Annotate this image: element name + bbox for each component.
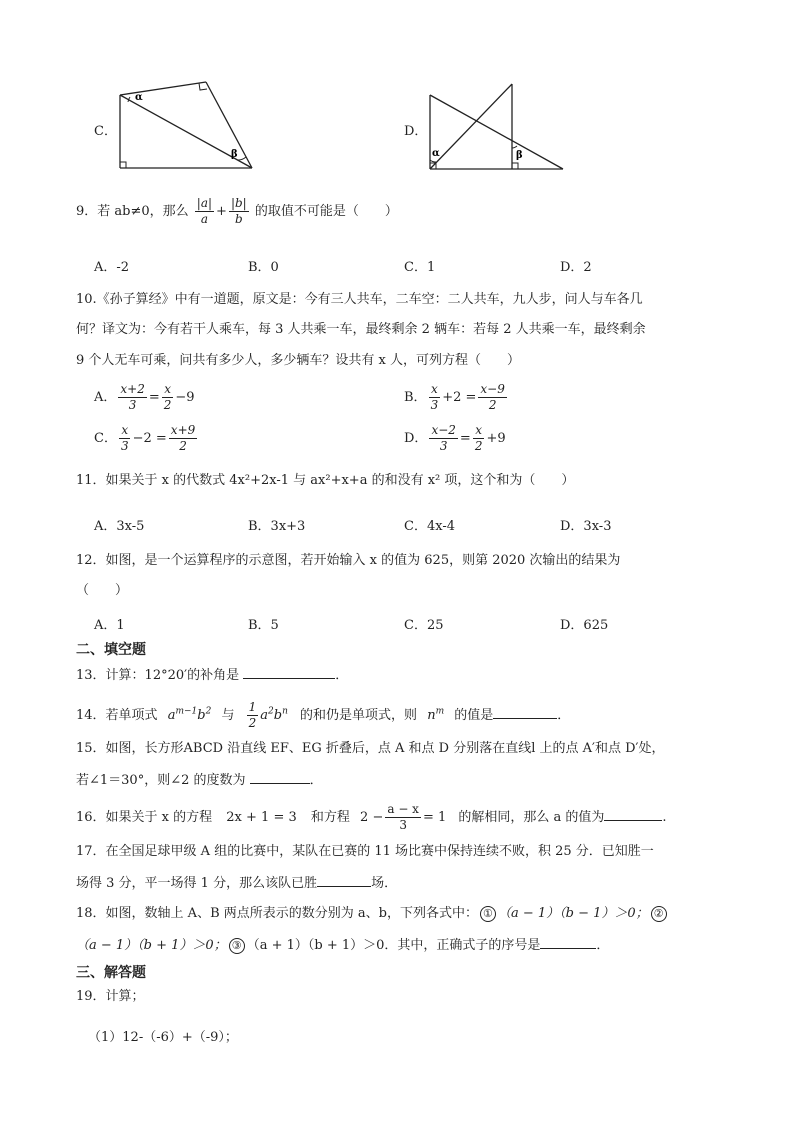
- q14-answer-blank[interactable]: [493, 706, 557, 719]
- question-10-line1: 10.《孙子算经》中有一道题，原文是：今有三人共车，二车空：二人共车，九人步，问人与车各几: [76, 292, 643, 307]
- section-fill-in-title: 二、填空题: [76, 642, 146, 658]
- q17-answer-blank[interactable]: [317, 874, 371, 887]
- question-11: 11．如果关于 x 的代数式 4x²+2x-1 与 ax²+x+a 的和没有 x² 项，这个和为（ ）: [76, 473, 575, 488]
- q11-option-d[interactable]: D．3x-3: [560, 519, 612, 534]
- question-17-line1: 17．在全国足球甲级 A 组的比赛中，某队在已赛的 11 场比赛中保持连续不败，积 25 分．已知胜一: [76, 844, 654, 859]
- q9-option-d[interactable]: D．2: [560, 260, 592, 275]
- q12-option-b[interactable]: B．5: [248, 618, 279, 633]
- figure-d: [420, 80, 570, 175]
- q16-answer-blank[interactable]: [604, 808, 662, 821]
- question-19-title: 19．计算；: [76, 989, 145, 1004]
- question-15-line1: 15．如图，长方形ABCD 沿直线 EF、EG 折叠后，点 A 和点 D 分别落在直线l 上的点 A′和点 D′处，: [76, 741, 665, 756]
- q15-answer-blank[interactable]: [250, 771, 310, 784]
- q13-answer-blank[interactable]: [243, 666, 335, 679]
- question-19-part1: （1）12-（-6）+（-9）；: [88, 1030, 238, 1045]
- section-answer-title: 三、解答题: [76, 965, 146, 981]
- q11-option-b[interactable]: B．3x+3: [248, 519, 306, 534]
- figure-c-beta: β: [231, 149, 238, 160]
- question-14: 14．若单项式 $a^{m-1}b^2$ 与 $\frac{1}{2}$ $a^2b^n$ 的和仍是单项式，则 $n^m$ 的值是 ．: [76, 700, 571, 730]
- q9-option-b[interactable]: B．0: [248, 260, 279, 275]
- q9-option-c[interactable]: C．1: [404, 260, 436, 275]
- question-17-line2: 场得 3 分，平一场得 1 分，那么该队已胜 场．: [76, 876, 398, 891]
- question-16: 16．如果关于 x 的方程 2x + 1 = 3 和方程 2 − $\frac{a - x}{3}$ = 1 的解相同，那么 a 的值为 .: [76, 802, 667, 832]
- q10-option-a[interactable]: A． $\frac{x+2}{3}$ = $\frac{x}{2}$ −9: [94, 382, 195, 412]
- option-d-label: D．: [404, 124, 428, 139]
- q11-option-c[interactable]: C．4x-4: [404, 519, 455, 534]
- q10-option-c[interactable]: C． $\frac{x}{3}$ −2 = $\frac{x+9}{2}$: [94, 423, 196, 453]
- figure-d-beta: β: [516, 150, 523, 161]
- figure-d-alpha: α: [432, 148, 440, 159]
- question-10-line2: 何？译文为：今有若干人乘车，每 3 人共乘一车，最终剩余 2 辆车：若每 2 人共乘一车，最终剩余: [76, 322, 646, 337]
- q9-option-a[interactable]: A．-2: [94, 260, 130, 275]
- question-18-line1: 18．如图，数轴上 A、B 两点所表示的数分别为 a、b，下列各式中： ① （a − 1）（b − 1）＞0； ②: [76, 906, 669, 922]
- q12-option-d[interactable]: D．625: [560, 618, 609, 633]
- figure-c: [110, 80, 260, 175]
- question-15-line2: 若∠1＝30°，则∠2 的度数为 ．: [76, 773, 323, 788]
- question-12-line2: （ ）: [76, 583, 129, 598]
- q11-option-a[interactable]: A．3x-5: [94, 519, 145, 534]
- question-9: 9．若 ab≠0，那么 $\frac{|a|}{a}$ + $\frac{|b|}{b}$ 的取值不可能是（ ）: [76, 196, 398, 226]
- figure-c-alpha: α: [135, 92, 143, 103]
- question-18-line2: （a − 1）（b + 1）＞0； ③ （a + 1）（b + 1）＞0．其中，正确式子的序号是 ．: [76, 938, 610, 953]
- q10-option-d[interactable]: D． $\frac{x-2}{3}$ = $\frac{x}{2}$ +9: [404, 423, 506, 453]
- q10-option-b[interactable]: B． $\frac{x}{3}$ +2 = $\frac{x-9}{2}$: [404, 382, 505, 412]
- q12-option-a[interactable]: A．1: [94, 618, 125, 633]
- question-12-line1: 12．如图，是一个运算程序的示意图，若开始输入 x 的值为 625，则第 2020 次输出的结果为: [76, 553, 621, 568]
- q18-answer-blank[interactable]: [540, 936, 596, 949]
- question-13: 13．计算：12°20′的补角是 ．: [76, 668, 349, 683]
- q12-option-c[interactable]: C．25: [404, 618, 444, 633]
- question-10-line3: 9 个人无车可乘，问共有多少人，多少辆车？设共有 x 人，可列方程（ ）: [76, 353, 520, 368]
- option-c-label: C．: [94, 124, 117, 139]
